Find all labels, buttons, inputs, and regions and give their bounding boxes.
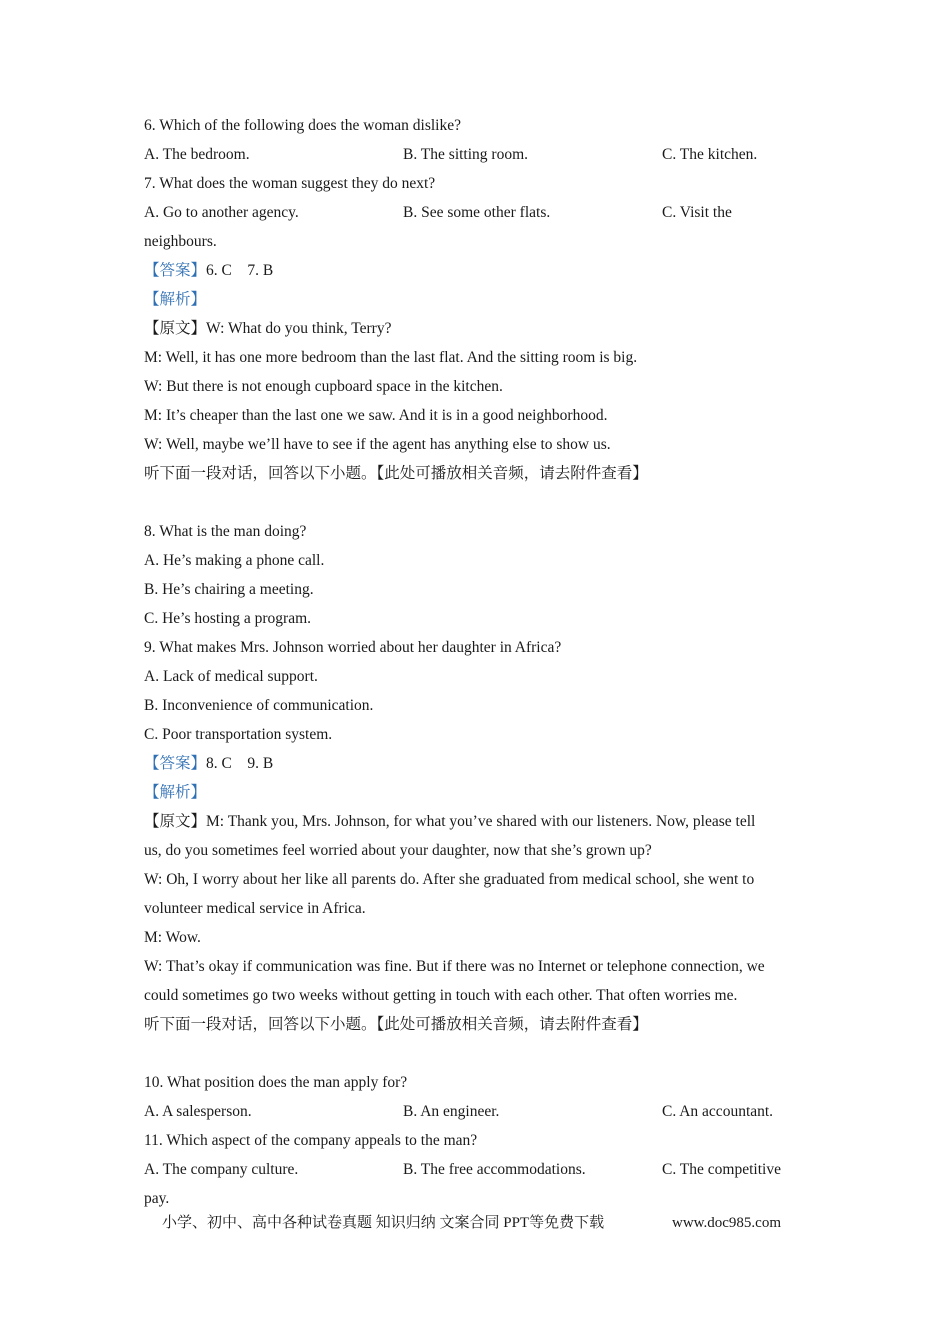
- options-6: [144, 140, 812, 169]
- script-line: us, do you sometimes feel worried about your daughter, now that she’s grown up?: [144, 842, 652, 859]
- script-line: could sometimes go two weeks without getting in touch with each other. That often worries me.: [144, 987, 738, 1004]
- footer-text: 小学、初中、高中各种试卷真题 知识归纳 文案合同 PPT等免费下载: [162, 1215, 605, 1231]
- original-text-tag: 【原文】: [144, 813, 207, 830]
- option-9a: A. Lack of medical support.: [144, 668, 318, 685]
- question-7: 7. What does the woman suggest they do next?: [144, 175, 436, 192]
- explanation-tag: 【解析】: [144, 784, 207, 801]
- script-line: W: Oh, I worry about her like all parents do. After she graduated from medical school, she went to: [144, 871, 755, 888]
- option-11b: B. The free accommodations.: [403, 1161, 586, 1178]
- option-10b: B. An engineer.: [403, 1103, 500, 1120]
- page-footer: [162, 1209, 802, 1238]
- script-line: M: It’s cheaper than the last one we saw. And it is in a good neighborhood.: [144, 407, 608, 424]
- document-body: [144, 111, 812, 1213]
- script-line: M: Wow.: [144, 929, 201, 946]
- listening-instruction: 听下面一段对话，回答以下小题。【此处可播放相关音频，请去附件查看】: [144, 1016, 648, 1033]
- option-8b: B. He’s chairing a meeting.: [144, 581, 314, 598]
- option-6b: B. The sitting room.: [403, 146, 529, 163]
- script-line: W: But there is not enough cupboard space in the kitchen.: [144, 378, 503, 395]
- option-11a: A. The company culture.: [144, 1161, 299, 1178]
- option-7a: A. Go to another agency.: [144, 204, 299, 221]
- question-9: 9. What makes Mrs. Johnson worried about her daughter in Africa?: [144, 639, 562, 656]
- listening-instruction: 听下面一段对话，回答以下小题。【此处可播放相关音频，请去附件查看】: [144, 465, 648, 482]
- answer-tag: 【答案】: [144, 262, 207, 279]
- options-11: [144, 1155, 812, 1184]
- explanation-tag: 【解析】: [144, 291, 207, 308]
- option-7c: C. Visit the: [662, 204, 732, 221]
- question-6: 6. Which of the following does the woman dislike?: [144, 117, 461, 134]
- option-6a: A. The bedroom.: [144, 146, 250, 163]
- answer-tag: 【答案】: [144, 755, 207, 772]
- option-8a: A. He’s making a phone call.: [144, 552, 325, 569]
- footer-website-link[interactable]: www.doc985.com: [672, 1215, 782, 1231]
- original-text-tag: 【原文】: [144, 320, 207, 337]
- question-11: 11. Which aspect of the company appeals to the man?: [144, 1132, 478, 1149]
- option-9b: B. Inconvenience of communication.: [144, 697, 374, 714]
- script-line: volunteer medical service in Africa.: [144, 900, 366, 917]
- blank-line: [144, 1039, 812, 1068]
- option-6c: C. The kitchen.: [662, 146, 758, 163]
- blank-line: [144, 488, 812, 517]
- question-10: 10. What position does the man apply for?: [144, 1074, 408, 1091]
- answer-line-1: [144, 256, 812, 285]
- answer-text: 8. C 9. B: [206, 755, 274, 772]
- answer-text: 6. C 7. B: [206, 262, 274, 279]
- script-line: W: Well, maybe we’ll have to see if the agent has anything else to show us.: [144, 436, 611, 453]
- options-10: [144, 1097, 812, 1126]
- option-7b: B. See some other flats.: [403, 204, 551, 221]
- script-line: 【原文】W: What do you think, Terry?: [144, 320, 392, 337]
- options-7: [144, 198, 812, 227]
- answer-line-2: [144, 749, 812, 778]
- script-line: M: Well, it has one more bedroom than the last flat. And the sitting room is big.: [144, 349, 638, 366]
- option-10c: C. An accountant.: [662, 1103, 774, 1120]
- option-8c: C. He’s hosting a program.: [144, 610, 312, 627]
- script-line: W: That’s okay if communication was fine. But if there was no Internet or telephone connection, we: [144, 958, 765, 975]
- option-9c: C. Poor transportation system.: [144, 726, 333, 743]
- option-11c-continued: pay.: [144, 1190, 170, 1207]
- option-10a: A. A salesperson.: [144, 1103, 252, 1120]
- question-8: 8. What is the man doing?: [144, 523, 307, 540]
- option-7c-continued: neighbours.: [144, 233, 217, 250]
- script-line: 【原文】M: Thank you, Mrs. Johnson, for what you’ve shared with our listeners. Now, please tell: [144, 813, 756, 830]
- option-11c: C. The competitive: [662, 1161, 781, 1178]
